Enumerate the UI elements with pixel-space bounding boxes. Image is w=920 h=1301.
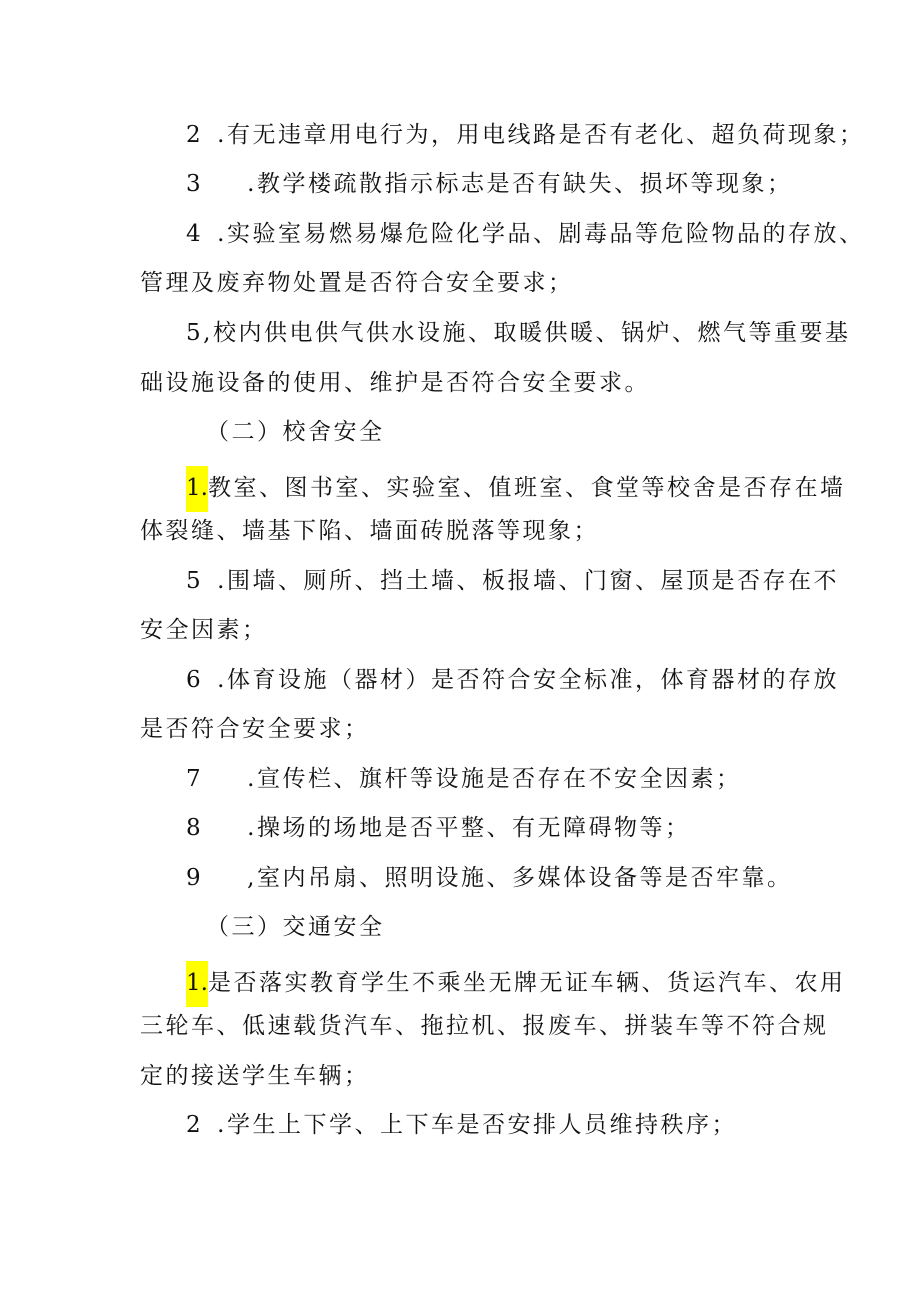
- highlighted-item-number: 1.: [186, 466, 208, 512]
- item-text: 围墙、厕所、挡土墙、板报墙、门窗、屋顶是否存在不: [226, 568, 839, 594]
- item-text: 体裂缝、墙基下陷、墙面砖脱落等现象；: [140, 518, 599, 544]
- item-number: 9: [186, 865, 204, 891]
- list-item-3-evacuation-signs: [186, 168, 792, 200]
- item-number: 5,: [186, 320, 213, 346]
- list-item-2-electricity: [186, 119, 864, 151]
- list-item-7-bulletin-flagpole: [186, 763, 741, 795]
- section-heading-building-safety: [206, 416, 385, 448]
- item-text: 三轮车、低速载货汽车、拖拉机、报废车、拼装车等不符合规: [140, 1013, 829, 1039]
- item-separator: .: [217, 667, 227, 693]
- item-separator: .: [217, 568, 227, 594]
- list-item-1-continuation: [140, 515, 599, 547]
- item-text: 体育设施（器材）是否符合安全标准，体育器材的存放: [226, 667, 839, 693]
- list-item-1-building-cracks: [186, 466, 846, 501]
- item-separator: ,: [247, 865, 257, 891]
- item-text: 教室、图书室、实验室、值班室、食堂等校舍是否存在墙: [207, 475, 846, 501]
- list-item-2-order-keeping: [186, 1109, 737, 1141]
- item-text: 校内供电供气供水设施、取暖供暖、锅炉、燃气等重要基: [212, 320, 851, 346]
- item-number: 2: [186, 122, 204, 148]
- list-item-6-continuation: [140, 713, 370, 745]
- item-text: 学生上下学、上下车是否安排人员维持秩序；: [226, 1112, 737, 1138]
- item-number: 8: [186, 815, 204, 841]
- item-separator: .: [247, 171, 257, 197]
- item-text: 有无违章用电行为，用电线路是否有老化、超负荷现象；: [226, 122, 865, 148]
- item-separator: .: [217, 1112, 227, 1138]
- section-heading-traffic-safety: [206, 911, 385, 943]
- list-item-1-continuation: [140, 1010, 829, 1042]
- item-separator: .: [247, 815, 257, 841]
- item-text: 定的接送学生车辆；: [140, 1063, 370, 1089]
- item-text: 安全因素；: [140, 617, 268, 643]
- list-item-4-lab-chemicals: [186, 218, 864, 250]
- list-item-9-indoor-fixtures: [186, 862, 792, 894]
- item-number: 6: [186, 667, 204, 693]
- item-number: 5: [186, 568, 204, 594]
- list-item-5-utilities: [186, 317, 850, 349]
- item-text: 操场的场地是否平整、有无障碍物等；: [256, 815, 691, 841]
- item-text: 实验室易燃易爆危险化学品、剧毒品等危险物品的存放、: [226, 221, 865, 247]
- list-item-4-continuation: [140, 267, 574, 299]
- item-number: 3: [186, 171, 204, 197]
- section-title: （二）校舍安全: [206, 419, 385, 445]
- list-item-1-unlicensed-vehicles: [186, 961, 846, 996]
- item-separator: .: [217, 122, 227, 148]
- item-text: 是否落实教育学生不乘坐无牌无证车辆、货运汽车、农用: [207, 970, 846, 996]
- list-item-8-playground: [186, 812, 690, 844]
- item-text: 教学楼疏散指示标志是否有缺失、损坏等现象；: [256, 171, 793, 197]
- list-item-5-continuation: [140, 614, 268, 646]
- item-separator: .: [247, 766, 257, 792]
- list-item-5-walls-fences: [186, 565, 839, 597]
- item-text: 室内吊扇、照明设施、多媒体设备等是否牢靠。: [256, 865, 793, 891]
- item-text: 础设施设备的使用、维护是否符合安全要求。: [140, 370, 650, 396]
- item-number: 4: [186, 221, 204, 247]
- list-item-5-continuation: [140, 367, 650, 399]
- item-number: 7: [186, 766, 204, 792]
- highlighted-item-number: 1.: [186, 961, 208, 1007]
- item-text: 管理及废弃物处置是否符合安全要求；: [140, 270, 574, 296]
- list-item-1-continuation: [140, 1060, 370, 1092]
- item-number: 2: [186, 1112, 204, 1138]
- item-text: 宣传栏、旗杆等设施是否存在不安全因素；: [256, 766, 742, 792]
- list-item-6-sports-equipment: [186, 664, 839, 696]
- item-text: 是否符合安全要求；: [140, 716, 370, 742]
- section-title: （三）交通安全: [206, 914, 385, 940]
- item-separator: .: [217, 221, 227, 247]
